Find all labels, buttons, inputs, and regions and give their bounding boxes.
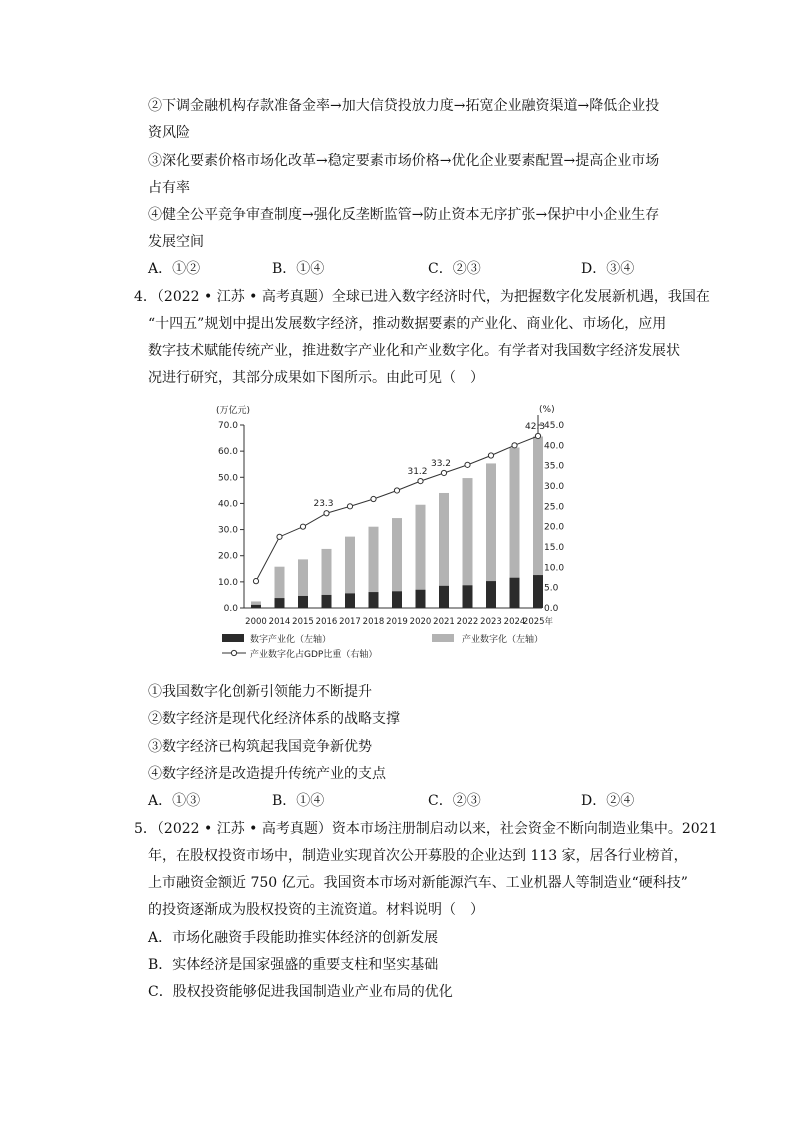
q5-stem-line2: 年，在股权投资市场中，制造业实现首次公开募股的企业达到 113 家，居各行业榜首， xyxy=(148,848,688,864)
legend-label-digital-industrialization: 数字产业化（左轴） xyxy=(250,635,332,645)
right-axis-tick-label: 15.0 xyxy=(544,543,565,553)
bar-digital-industrialization xyxy=(298,596,308,608)
x-axis-tick-label: 2014 xyxy=(268,617,291,627)
x-axis-tick-label: 2019 xyxy=(386,617,408,627)
bar-digital-industrialization xyxy=(275,598,285,608)
q4-stem-line2: “十四五”规划中提出发展数字经济，推动数据要素的产业化、商业化、市场化，应用 xyxy=(148,316,667,332)
gdp-share-point xyxy=(465,462,470,467)
right-axis-tick-label: 10.0 xyxy=(544,563,565,574)
q4-option-a[interactable]: A．①③ xyxy=(148,793,201,809)
bar-digital-industrialization xyxy=(345,593,355,608)
bar-digital-industrialization xyxy=(510,578,520,608)
q5-option-a[interactable]: A．市场化融资手段能助推实体经济的创新发展 xyxy=(148,930,439,946)
q5-stem-line4: 的投资逐渐成为股权投资的主流资道。材料说明（ ） xyxy=(148,902,484,918)
x-axis-tick-label: 2022 xyxy=(456,617,479,627)
bar-digital-industrialization xyxy=(486,581,496,608)
bar-digital-industrialization xyxy=(392,591,402,608)
q4-statement-1: ①我国数字化创新引领能力不断提升 xyxy=(148,684,372,700)
gdp-share-point xyxy=(277,534,282,539)
bar-industrial-digitalization xyxy=(392,518,402,591)
right-axis-tick-label: 35.0 xyxy=(544,461,565,472)
bar-digital-industrialization xyxy=(533,575,543,608)
bar-industrial-digitalization xyxy=(322,549,332,595)
x-axis-tick-label: 2018 xyxy=(362,617,385,627)
bar-digital-industrialization xyxy=(463,585,473,608)
legend-label-industrial-digitalization: 产业数字化（左轴） xyxy=(462,635,544,645)
q3-statement-4-line2: 发展空间 xyxy=(148,234,204,250)
bar-industrial-digitalization xyxy=(251,601,261,604)
q4-option-b[interactable]: B．①④ xyxy=(272,793,325,809)
bar-industrial-digitalization xyxy=(510,447,520,577)
bar-digital-industrialization xyxy=(251,605,261,608)
gdp-share-point xyxy=(512,443,517,448)
gdp-share-point xyxy=(253,579,258,584)
left-axis-tick-label: 0.0 xyxy=(223,604,238,614)
q5-option-b[interactable]: B．实体经济是国家强盛的重要支柱和坚实基础 xyxy=(148,957,439,973)
x-axis-tick-label: 2017 xyxy=(339,617,361,627)
right-axis-tick-label: 0.0 xyxy=(544,604,559,614)
left-axis-tick-label: 20.0 xyxy=(217,551,238,562)
gdp-share-data-label: 33.2 xyxy=(430,458,452,469)
bar-industrial-digitalization xyxy=(345,537,355,594)
bar-digital-industrialization xyxy=(416,590,426,608)
gdp-share-point xyxy=(371,496,376,501)
gdp-share-point xyxy=(418,479,423,484)
q4-stem-line1: 4．（2022 • 江苏 • 高考真题）全球已进入数字经济时代，为把握数字化发展新机遇，我国在 xyxy=(134,289,710,305)
right-axis-tick-label: 45.0 xyxy=(544,421,565,431)
right-axis-tick-label: 30.0 xyxy=(544,482,565,492)
q3-statement-2-line2: 资风险 xyxy=(148,125,190,141)
q3-statement-3-line1: ③深化要素价格市场化改革→稳定要素市场价格→优化企业要素配置→提高企业市场 xyxy=(148,153,660,169)
gdp-share-point xyxy=(535,433,540,438)
x-axis-tick-label: 2020 xyxy=(409,617,432,627)
left-axis-tick-label: 50.0 xyxy=(217,473,238,484)
x-axis-tick-label: 2015 xyxy=(292,617,314,627)
q4-statement-3: ③数字经济已构筑起我国竞争新优势 xyxy=(148,739,372,755)
q3-statement-3-line2: 占有率 xyxy=(148,180,190,196)
x-axis-tick-label: 2023 xyxy=(480,617,502,627)
right-axis-unit: (%) xyxy=(539,405,555,415)
x-axis-tick-label: 2024 xyxy=(503,617,526,627)
gdp-share-point xyxy=(300,524,305,529)
q3-option-b[interactable]: B．①④ xyxy=(272,261,325,277)
bar-industrial-digitalization xyxy=(369,527,379,592)
bar-digital-industrialization xyxy=(369,592,379,608)
q4-option-c[interactable]: C．②③ xyxy=(428,793,481,809)
right-axis-tick-label: 25.0 xyxy=(544,502,565,513)
x-axis-tick-label: 2025年 xyxy=(522,617,554,627)
right-axis-tick-label: 5.0 xyxy=(544,583,559,594)
bar-industrial-digitalization xyxy=(416,505,426,590)
bar-industrial-digitalization xyxy=(439,493,449,586)
bar-industrial-digitalization xyxy=(533,437,543,576)
left-axis-unit: (万亿元) xyxy=(216,406,251,416)
q5-stem-line1: 5．（2022 • 江苏 • 高考真题）资本市场注册制启动以来，社会资金不断向制造业集中。2021 xyxy=(134,821,718,837)
bar-industrial-digitalization xyxy=(486,463,496,581)
gdp-share-point xyxy=(488,453,493,458)
gdp-share-point xyxy=(394,488,399,493)
q5-option-c[interactable]: C．股权投资能够促进我国制造业产业布局的优化 xyxy=(148,984,453,1000)
gdp-share-data-label: 31.2 xyxy=(407,467,428,478)
legend-swatch-industrial-digitalization xyxy=(432,634,454,642)
q3-option-c[interactable]: C．②③ xyxy=(428,261,481,277)
bar-industrial-digitalization xyxy=(275,567,285,598)
left-axis-tick-label: 70.0 xyxy=(217,421,238,431)
legend-marker-gdp-share xyxy=(231,650,236,655)
q4-statement-2: ②数字经济是现代化经济体系的战略支撑 xyxy=(148,711,400,727)
right-axis-tick-label: 40.0 xyxy=(544,441,565,452)
q3-statement-2-line1: ②下调金融机构存款准备金率→加大信贷投放力度→拓宽企业融资渠道→降低企业投 xyxy=(148,98,660,114)
q3-option-d[interactable]: D．③④ xyxy=(581,261,635,277)
x-axis-tick-label: 2021 xyxy=(433,617,455,627)
gdp-share-point xyxy=(441,470,446,475)
gdp-share-point xyxy=(347,504,352,509)
left-axis-tick-label: 40.0 xyxy=(217,499,238,510)
q4-stem-line4: 况进行研究，其部分成果如下图所示。由此可见（ ） xyxy=(148,370,484,386)
x-axis-tick-label: 2016 xyxy=(315,617,338,627)
bar-industrial-digitalization xyxy=(463,478,473,585)
left-axis-tick-label: 30.0 xyxy=(217,525,238,536)
q3-option-a[interactable]: A．①② xyxy=(148,261,201,277)
q4-statement-4: ④数字经济是改造提升传统产业的支点 xyxy=(148,766,386,782)
q4-option-d[interactable]: D．②④ xyxy=(581,793,635,809)
left-axis-tick-label: 60.0 xyxy=(217,447,238,458)
bar-digital-industrialization xyxy=(439,586,449,608)
bar-industrial-digitalization xyxy=(298,559,308,596)
legend-swatch-digital-industrialization xyxy=(222,634,244,642)
right-axis-tick-label: 20.0 xyxy=(544,522,565,533)
legend-label-gdp-share: 产业数字化占GDP比重（右轴） xyxy=(250,650,378,660)
gdp-share-point xyxy=(324,511,329,516)
x-axis-tick-label: 2000 xyxy=(245,617,267,627)
q3-statement-4-line1: ④健全公平竞争审查制度→强化反垄断监管→防止资本无序扩张→保护中小企业生存 xyxy=(148,207,660,223)
q4-stem-line3: 数字技术赋能传统产业，推进数字产业化和产业数字化。有学者对我国数字经济发展状 xyxy=(148,343,680,359)
gdp-share-data-label: 23.3 xyxy=(313,499,334,510)
q5-stem-line3: 上市融资金额近 750 亿元。我国资本市场对新能源汽车、工业机器人等制造业“硬科技” xyxy=(148,875,688,891)
left-axis-tick-label: 10.0 xyxy=(217,577,238,588)
gdp-share-data-label: 42.3 xyxy=(524,421,546,432)
bar-digital-industrialization xyxy=(322,595,332,608)
